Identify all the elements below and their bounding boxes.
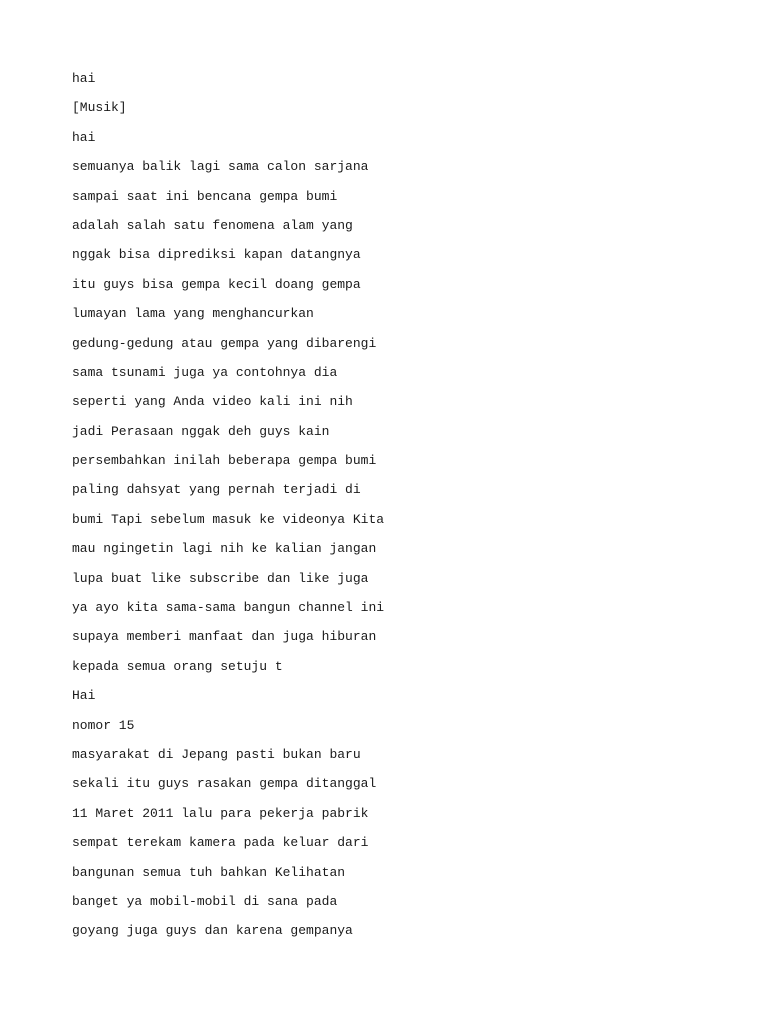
- transcript-line: supaya memberi manfaat dan juga hiburan: [72, 629, 377, 645]
- transcript-line: paling dahsyat yang pernah terjadi di: [72, 482, 361, 498]
- transcript-line: bumi Tapi sebelum masuk ke videonya Kita: [72, 511, 385, 527]
- transcript-line: sama tsunami juga ya contohnya dia: [72, 364, 338, 380]
- transcript-line: lumayan lama yang menghancurkan: [72, 306, 314, 322]
- transcript-line: kepada semua orang setuju t: [72, 658, 283, 674]
- transcript-line: hai: [72, 71, 96, 86]
- transcript-line: adalah salah satu fenomena alam yang: [72, 217, 353, 233]
- transcript-line: itu guys bisa gempa kecil doang gempa: [72, 276, 361, 292]
- transcript-line: hai: [72, 129, 96, 145]
- transcript-line: seperti yang Anda video kali ini nih: [72, 394, 353, 410]
- transcript-line: sempat terekam kamera pada keluar dari: [72, 835, 369, 851]
- transcript-line: sampai saat ini bencana gempa bumi: [72, 188, 338, 204]
- transcript-line: banget ya mobil-mobil di sana pada: [72, 893, 338, 909]
- transcript-line: 11 Maret 2011 lalu para pekerja pabrik: [72, 805, 369, 821]
- transcript-text: [72, 69, 384, 951]
- transcript-line: persembahkan inilah beberapa gempa bumi: [72, 453, 377, 469]
- transcript-line: bangunan semua tuh bahkan Kelihatan: [72, 864, 346, 880]
- transcript-line: nomor 15: [72, 717, 135, 733]
- transcript-line: [Musik]: [72, 100, 127, 116]
- transcript-line: semuanya balik lagi sama calon sarjana: [72, 159, 369, 175]
- transcript-line: gedung-gedung atau gempa yang dibarengi: [72, 335, 377, 351]
- transcript-line: jadi Perasaan nggak deh guys kain: [72, 423, 330, 439]
- transcript-line: masyarakat di Jepang pasti bukan baru: [72, 746, 361, 762]
- transcript-line: goyang juga guys dan karena gempanya: [72, 923, 353, 939]
- transcript-line: sekali itu guys rasakan gempa ditanggal: [72, 776, 377, 792]
- transcript-line: mau ngingetin lagi nih ke kalian jangan: [72, 541, 377, 557]
- transcript-line: nggak bisa diprediksi kapan datangnya: [72, 247, 361, 263]
- transcript-line: lupa buat like subscribe dan like juga: [72, 570, 369, 586]
- transcript-line: Hai: [72, 688, 96, 704]
- transcript-line: ya ayo kita sama-sama bangun channel ini: [72, 600, 385, 616]
